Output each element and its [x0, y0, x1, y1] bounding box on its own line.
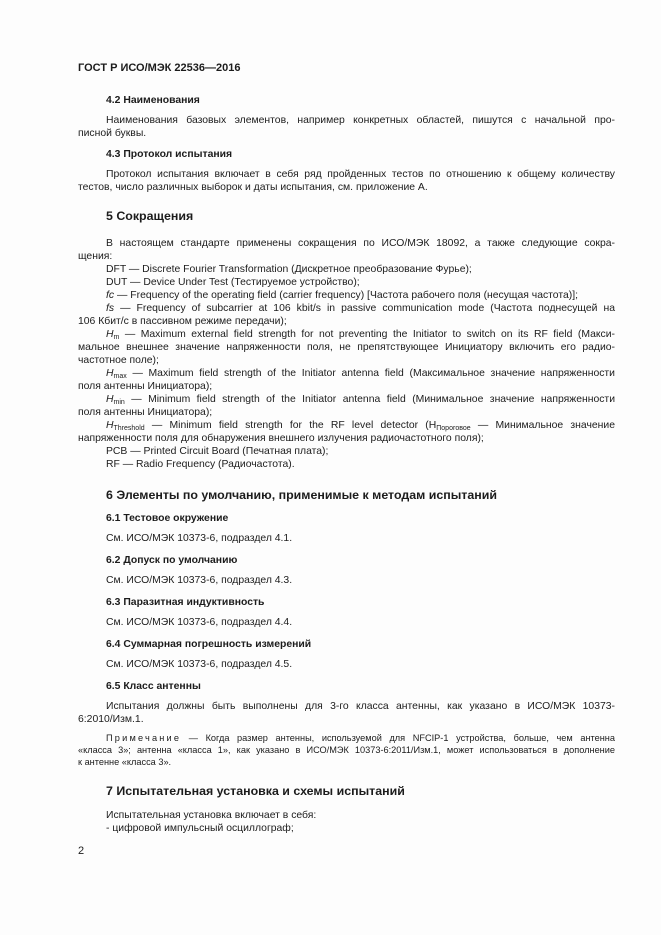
- abbr-hthreshold: [78, 419, 615, 432]
- abbr-dut: DUT — Device Under Test (Тестируемое устройство);: [106, 277, 360, 288]
- text-line: См. ИСО/МЭК 10373-6, подраздел 4.3.: [106, 575, 293, 586]
- paragraph-6-5: [78, 700, 615, 726]
- symbol-fc: fc: [106, 290, 115, 301]
- text-line: щения:: [78, 251, 113, 262]
- paragraph-4-3: [78, 168, 615, 194]
- text-line: - цифровой импульсный осциллограф;: [106, 823, 294, 834]
- heading-6-5: 6.5 Класс антенны: [106, 681, 201, 692]
- text-line: В настоящем стандарте применены сокращения по ИСО/МЭК 18092, а также следующие сокра-: [106, 238, 615, 249]
- paragraph-6-1: [78, 532, 615, 545]
- abbr-hmax-text: — Maximum field strength of the Initiator antenna field (Максимальное значение напряженности: [126, 368, 615, 379]
- text-line: частотное поле);: [78, 355, 159, 366]
- abbr-hmax: [78, 367, 615, 380]
- abbr-pcb: PCB — Printed Circuit Board (Печатная плата);: [106, 446, 329, 457]
- note-line: [78, 732, 615, 744]
- heading-6-1: 6.1 Тестовое окружение: [106, 513, 229, 524]
- paragraph-7: [78, 809, 615, 835]
- abbr-hm: [78, 328, 615, 341]
- subscript: max: [113, 373, 127, 380]
- text-line: мальное внешнее значение напряженности поля, не препятствующее Инициатору включить его радио-: [78, 342, 615, 353]
- document-header: ГОСТ Р ИСО/МЭК 22536—2016: [78, 62, 241, 74]
- text-line: напряженности поля для обнаружения внешнего излучения радиочастотного поля);: [78, 433, 484, 444]
- note-text: — Когда размер антенны, используемой для NFCIP-1 устройства, больше, чем антенна: [181, 733, 615, 743]
- subscript: Пороговое: [436, 425, 471, 432]
- symbol-h: H: [106, 329, 114, 340]
- heading-6: 6 Элементы по умолчанию, применимые к методам испытаний: [106, 488, 497, 502]
- heading-5: 5 Сокращения: [106, 209, 194, 223]
- symbol-h: H: [106, 368, 114, 379]
- text-line: Испытательная установка включает в себя:: [106, 810, 317, 821]
- text-line: Протокол испытания включает в себя ряд пройденных тестов по отношению к общему количеству: [106, 169, 615, 180]
- abbr-hmin: [78, 393, 615, 406]
- heading-6-4: 6.4 Суммарная погрешность измерений: [106, 639, 312, 650]
- subscript: m: [113, 334, 120, 341]
- abbr-fc-text: — Frequency of the operating field (carrier frequency) [Частота рабочего поля (несущая частота)];: [114, 290, 579, 301]
- abbr-hth-text: — Minimum field strength for the RF level detector (H: [144, 420, 437, 431]
- heading-6-3: 6.3 Паразитная индуктивность: [106, 597, 265, 608]
- heading-7: 7 Испытательная установка и схемы испытаний: [106, 784, 405, 798]
- note-line: к антенне «класса 3».: [78, 757, 172, 767]
- text-line: писной буквы.: [78, 128, 147, 139]
- text-line: Испытания должны быть выполнены для 3-го класса антенны, как указано в ИСО/МЭК 10373-: [106, 701, 615, 712]
- subscript: min: [113, 399, 125, 406]
- paragraph-6-2: [78, 574, 615, 587]
- page-number: 2: [78, 845, 85, 857]
- text-line: См. ИСО/МЭК 10373-6, подраздел 4.5.: [106, 659, 293, 670]
- abbr-hth-text: — Минимальное значение: [470, 420, 615, 431]
- text-line: См. ИСО/МЭК 10373-6, подраздел 4.1.: [106, 533, 293, 544]
- abbr-fs-text: — Frequency of subcarrier at 106 kbit/s in passive communication mode (Частота поднесущей на: [114, 303, 615, 314]
- text-line: См. ИСО/МЭК 10373-6, подраздел 4.4.: [106, 617, 293, 628]
- symbol-h: H: [106, 394, 114, 405]
- text-line: 106 Кбит/с в пассивном режиме передачи);: [78, 316, 287, 327]
- paragraph-6-3: [78, 616, 615, 629]
- subscript: Threshold: [113, 425, 145, 432]
- abbr-hm-text: — Maximum external field strength for not preventing the Initiator to switch on its RF field (Макси-: [119, 329, 615, 340]
- text-line: 6:2010/Изм.1.: [78, 714, 144, 725]
- text-line: тестов, число различных выборок и даты испытания, см. приложение А.: [78, 182, 428, 193]
- symbol-fs: fs: [106, 303, 115, 314]
- paragraph-6-4: [78, 658, 615, 671]
- heading-4-2: 4.2 Наименования: [106, 95, 200, 106]
- heading-4-3: 4.3 Протокол испытания: [106, 149, 233, 160]
- heading-6-2: 6.2 Допуск по умолчанию: [106, 555, 238, 566]
- text-line: Наименования базовых элементов, например конкретных областей, пишутся с начальной про-: [106, 115, 615, 126]
- text-line: поля антенны Инициатора);: [78, 407, 213, 418]
- note-line: «класса 3»; антенна «класса 1», как указано в ИСО/МЭК 10373-6:2011/Изм.1, может использоваться в дополнение: [78, 745, 615, 755]
- text-line: поля антенны Инициатора);: [78, 381, 213, 392]
- note-label: Примечание: [106, 733, 182, 743]
- abbr-rf: RF — Radio Frequency (Радиочастота).: [106, 459, 295, 470]
- abbr-fs: [78, 302, 615, 315]
- note-block: [78, 732, 615, 768]
- symbol-h: H: [106, 420, 114, 431]
- abbreviations-list: [78, 237, 615, 471]
- abbr-dft: DFT — Discrete Fourier Transformation (Дискретное преобразование Фурье);: [106, 264, 472, 275]
- abbr-hmin-text: — Minimum field strength of the Initiator antenna field (Минимальное значение напряженности: [124, 394, 615, 405]
- abbr-fc: [78, 289, 615, 302]
- paragraph-4-2: [78, 114, 615, 140]
